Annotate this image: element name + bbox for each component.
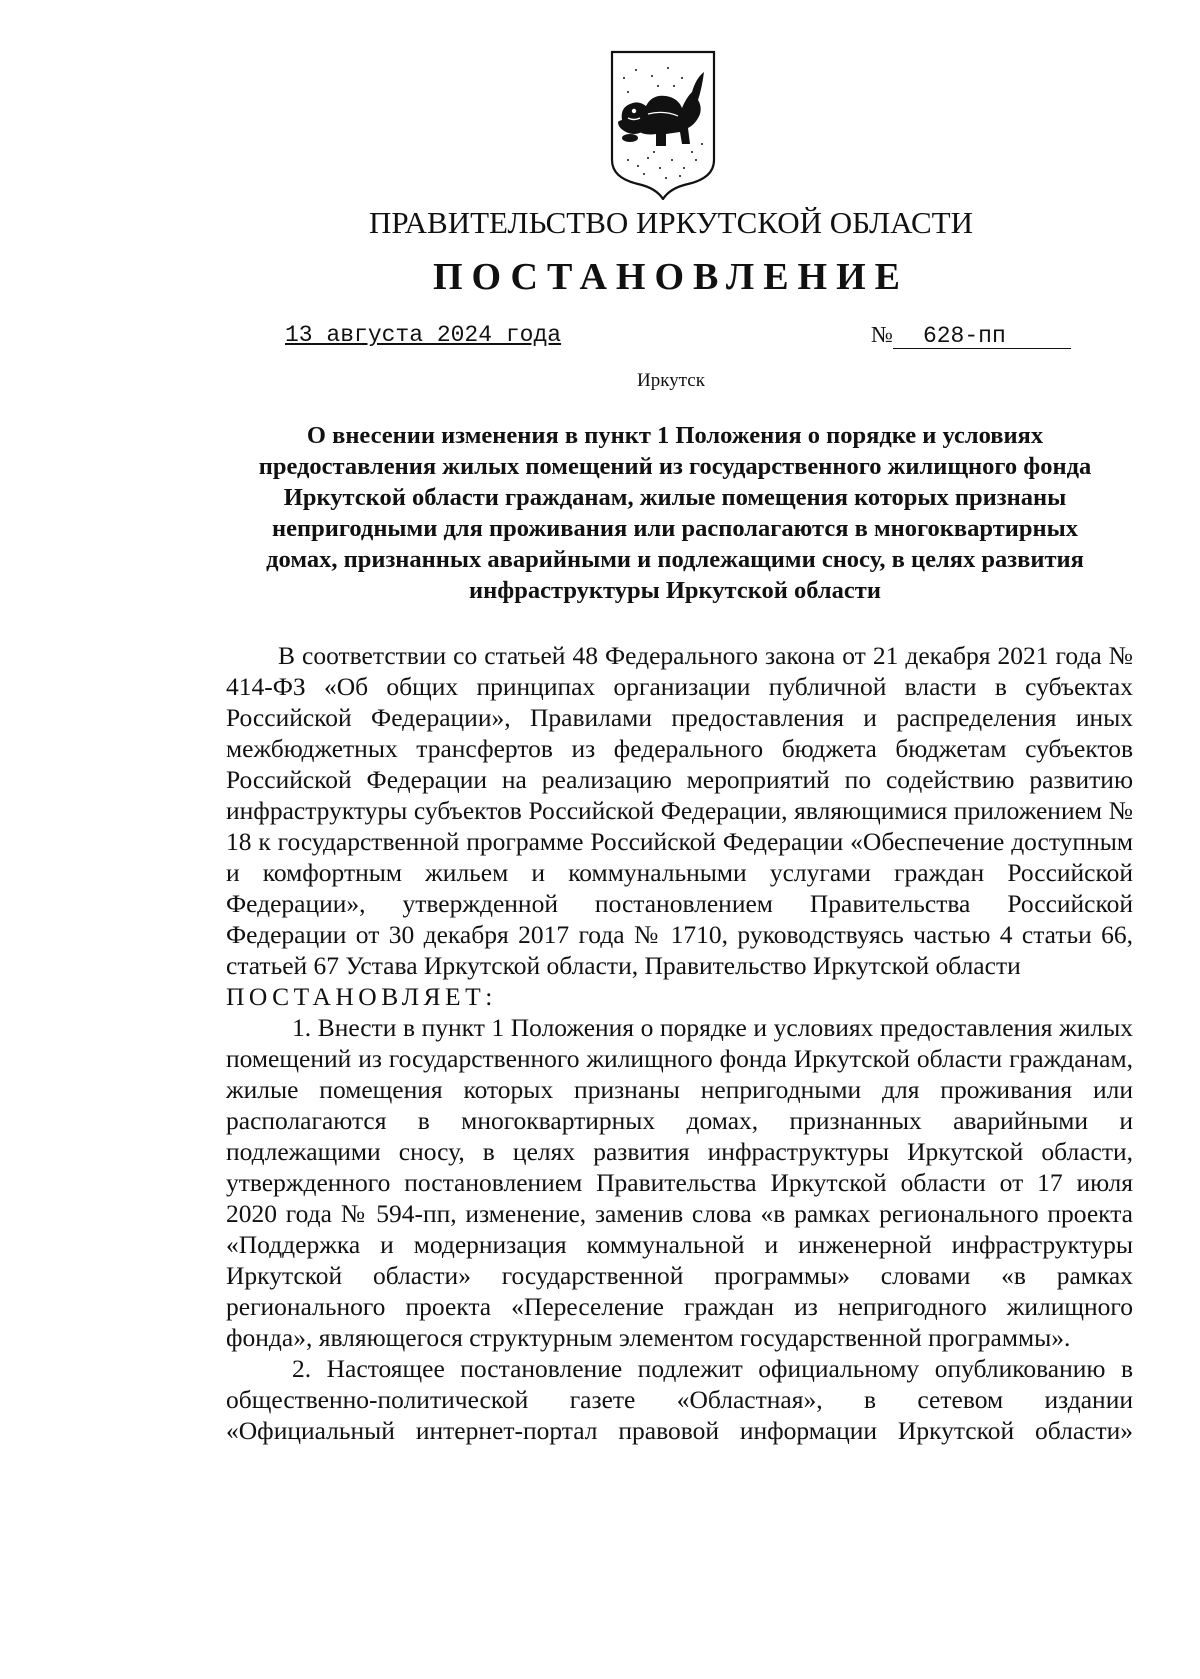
preamble-paragraph: В соответствии со статьей 48 Федерального закона от 21 декабря 2021 года № 414-ФЗ «Об общих принципах организации публичной власти в субъектах Российской Федерации», Правилами предоставления и распределения иных межбюджетных трансфертов из федерального бюджета бюджетам субъектов Российской Федерации на реализацию мероприятий по содействию развитию инфраструктуры субъектов Российской Федерации, являющимися приложением № 18 к государственной программе Российской Федерации «Обеспечение доступным и комфортным жильем и коммунальными услугами граждан Российской Федерации», утвержденной постановлением Правительства Российской Федерации от 30 декабря 2017 года № 1710, руководствуясь частью 4 статьи 66, статьей 67 Устава Иркутской области, Правительство Иркутской области bbox=[226, 641, 1133, 980]
city: Иркутск bbox=[637, 370, 705, 391]
item-1-paragraph: 1. Внести в пункт 1 Положения о порядке и условиях предоставления жилых помещений из государственного жилищного фонда Иркутской области гражданам, жилые помещения которых признаны непригодными для проживания или располагаются в многоквартирных домах, признанных аварийными и подлежащими сносу, в целях развития инфраструктуры Иркутской области, утвержденного постановлением Правительства Иркутской области от 17 июля 2020 года № 594-пп, изменение, заменив слова «в рамках регионального проекта «Поддержка и модернизация коммунальной и инженерной инфраструктуры Иркутской области» государственной программы» словами «в рамках регионального проекта «Переселение граждан из непригодного жилищного фонда», являющегося структурным элементом государственной программы». bbox=[226, 1013, 1133, 1352]
coat-of-arms-icon bbox=[608, 48, 718, 200]
document-number bbox=[871, 322, 1071, 349]
decree-word: ПОСТАНОВЛЯЕТ: bbox=[226, 982, 497, 1011]
document-date bbox=[285, 322, 561, 348]
government-name: ПРАВИТЕЛЬСТВО ИРКУТСКОЙ ОБЛАСТИ bbox=[368, 205, 973, 240]
document-subject: О внесении изменения в пункт 1 Положения о порядке и условиях предоставления жилых помещений из государственного жилищного фонда Иркутской области гражданам, жилые помещения которых признаны непригодными для проживания или располагаются в многоквартирных домах, признанных аварийными и подлежащими сносу, в целях развития инфраструктуры Иркутской области bbox=[258, 422, 1092, 604]
document-body bbox=[226, 640, 1133, 1446]
item-2-paragraph: 2. Настоящее постановление подлежит официальному опубликованию в общественно-политической газете «Областная», в сетевом издании «Официальный интернет-портал правовой информации Иркутской области» bbox=[226, 1354, 1133, 1445]
date-value: 13 августа 2024 года bbox=[285, 322, 562, 348]
number-value: 628-пп bbox=[893, 324, 1071, 349]
document-type: ПОСТАНОВЛЕНИЕ bbox=[432, 256, 910, 298]
number-sign: № bbox=[871, 322, 893, 347]
